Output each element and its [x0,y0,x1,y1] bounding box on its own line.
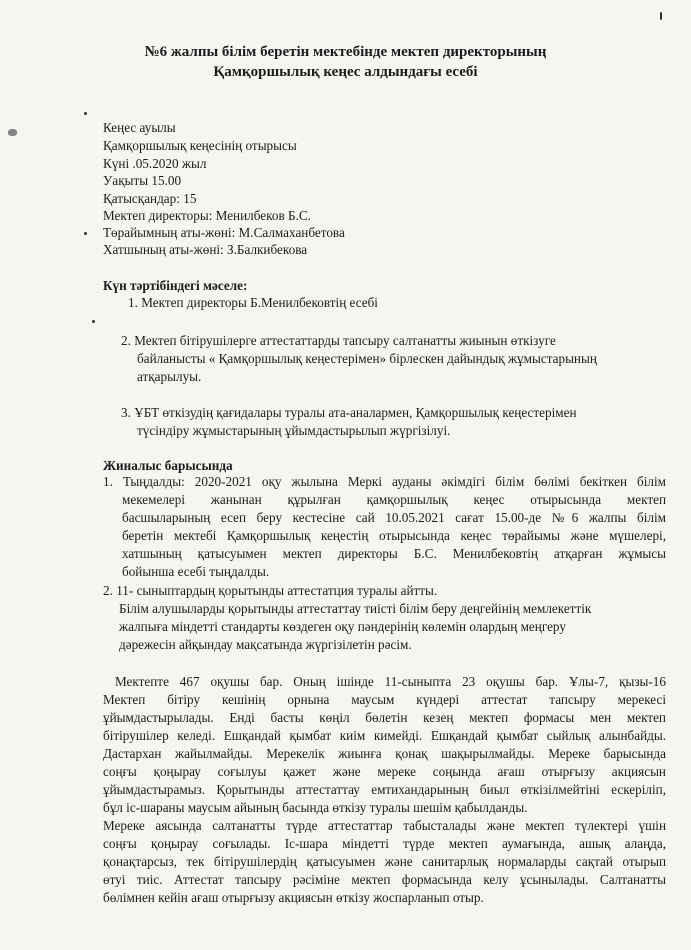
body-line-1: Мектепте 467 оқушы бар. Оның ішінде 11-сыныпта 23 оқушы бар. Ұлы-7, қызы-16 [115,674,666,689]
body-line-11: қонақтарсыз, тек бітірушілердің қатысуымен және санитарлық нормаларды сақтай отырып [103,854,666,869]
proceedings-item-2-line1: 2. 11- сыныптардың қорытынды аттестатция туралы айтты. [103,583,438,598]
header-participants: Қатысқандар: 15 [103,191,197,206]
header-date: Күні .05.2020 жыл [103,156,207,171]
scan-dot [660,12,662,20]
header-meeting: Қамқоршылық кеңесінің отырысы [103,138,297,153]
body-line-3: ұйымдастырылады. Енді басты көңіл бөлетін кезең мектеп формасы мен мектеп [103,710,666,725]
body-line-2: Мектеп бітіру кешінің орнына маусым күндері аттестат тапсыру мерекесі [103,692,666,707]
body-line-8: бұл іс-шараны маусым айының басында өткізу туралы шешім қабылданды. [103,800,528,815]
body-line-10: соңғы қоңырау соғылады. Іс-шара міндетті түрде мектеп аумағында, ашық алаңда, [103,836,666,851]
proceedings-item-2-line4: дәрежесін айқындау мақсатында жүргізілетін рәсім. [119,637,412,652]
scan-dot [84,112,87,115]
body-line-6: соңғы қоңырау соғылуы қажет және мереке соңында ағаш отырғызу акциясын [103,764,666,779]
agenda-item-1: 1. Мектеп директоры Б.Менилбековтің есебі [128,295,378,310]
document-title-line1: №6 жалпы білім беретін мектебінде мектеп директорының [144,44,547,60]
proceedings-item-1-line4: беретін мектебі Қамқоршылық кеңестің отырысында кеңес төрайымы және мүшелері, [122,528,666,543]
header-time: Уақыты 15.00 [103,173,182,188]
proceedings-item-1-line3: басшыларының есеп беру кестесіне сай 10.05.2021 сағат 15.00-де №6 жалпы білім [122,510,666,525]
agenda-heading: Күн тәртібіндегі мәселе: [103,278,248,293]
body-line-13: бөлімнен кейін ағаш отырғызу акциясын өткізу жоспарланып отыр. [103,890,484,905]
proceedings-item-1-line6: бойынша есебі тыңдалды. [122,564,270,579]
agenda-item-3-line2: түсіндіру жұмыстарының ұйымдастырылып жүргізілуі. [137,423,451,438]
proceedings-item-1-line5: хатшының қатысуымен мектеп директоры Б.С. Менилбековтің атқарған жұмысы [122,546,666,561]
proceedings-item-2-line2: Білім алушыларды қорытынды аттестаттау тиісті білім беру деңгейінің мемлекеттік [119,601,592,616]
agenda-item-2-line3: атқарылуы. [137,369,202,384]
body-line-4: бітірушілер келеді. Ешқандай қымбат киім кимейді. Ешқандай қымбат сыйлық алынбайды. [103,728,666,743]
header-chair: Төрайымның аты-жөні: М.Салмаханбетова [103,225,345,240]
scan-dot [92,320,95,323]
header-director: Мектеп директоры: Менилбеков Б.С. [103,208,311,223]
header-secretary: Хатшының аты-жөні: З.Балкибекова [103,242,308,257]
header-place: Кеңес ауылы [103,120,176,135]
body-line-5: Дастархан жайылмайды. Мерекелік жиынға қонақ шақырылмайды. Мереке барысында [103,746,666,761]
proceedings-item-2-line3: жалпыға міндетті стандарты көздеген оқу пәндерінің көлемін олардың меңгеру [119,619,566,634]
agenda-item-2-line1: 2. Мектеп бітірушілерге аттестаттарды тапсыру салтанатты жиынын өткізуге [121,333,556,348]
scan-mark [8,129,17,136]
body-line-12: өтуі тиіс. Аттестат тапсыру рәсіміне мектеп формасында келу ұсынылады. Салтанатты [103,872,666,887]
body-line-9: Мереке аясында салтанатты түрде аттестаттар табысталады және мектеп түлектері үшін [103,818,666,833]
proceedings-heading: Жиналыс барысында [103,458,233,473]
body-line-7: ұйымдастырамыз. Қорытынды аттестаттау емтихандарының биыл өткізілмейтіні ескеріліп, [103,782,666,797]
agenda-item-2-line2: байланысты « Қамқоршылық кеңестерімен» бірлескен дайындық жұмыстарының [137,351,597,366]
proceedings-item-1-line2: мекемелері жанынан құрылған қамқоршылық кеңес отырысында мектеп [122,492,666,507]
agenda-item-3-line1: 3. ҰБТ өткізудің қағидалары туралы ата-аналармен, Қамқоршылық кеңестерімен [121,405,577,420]
document-title-line2: Қамқоршылық кеңес алдындағы есебі [213,64,478,80]
scan-dot [84,232,87,235]
proceedings-item-1-line1: 1. Тыңдалды: 2020-2021 оқу жылына Меркі ауданы әкімдігі білім бөлімі бекіткен білім [103,474,666,489]
